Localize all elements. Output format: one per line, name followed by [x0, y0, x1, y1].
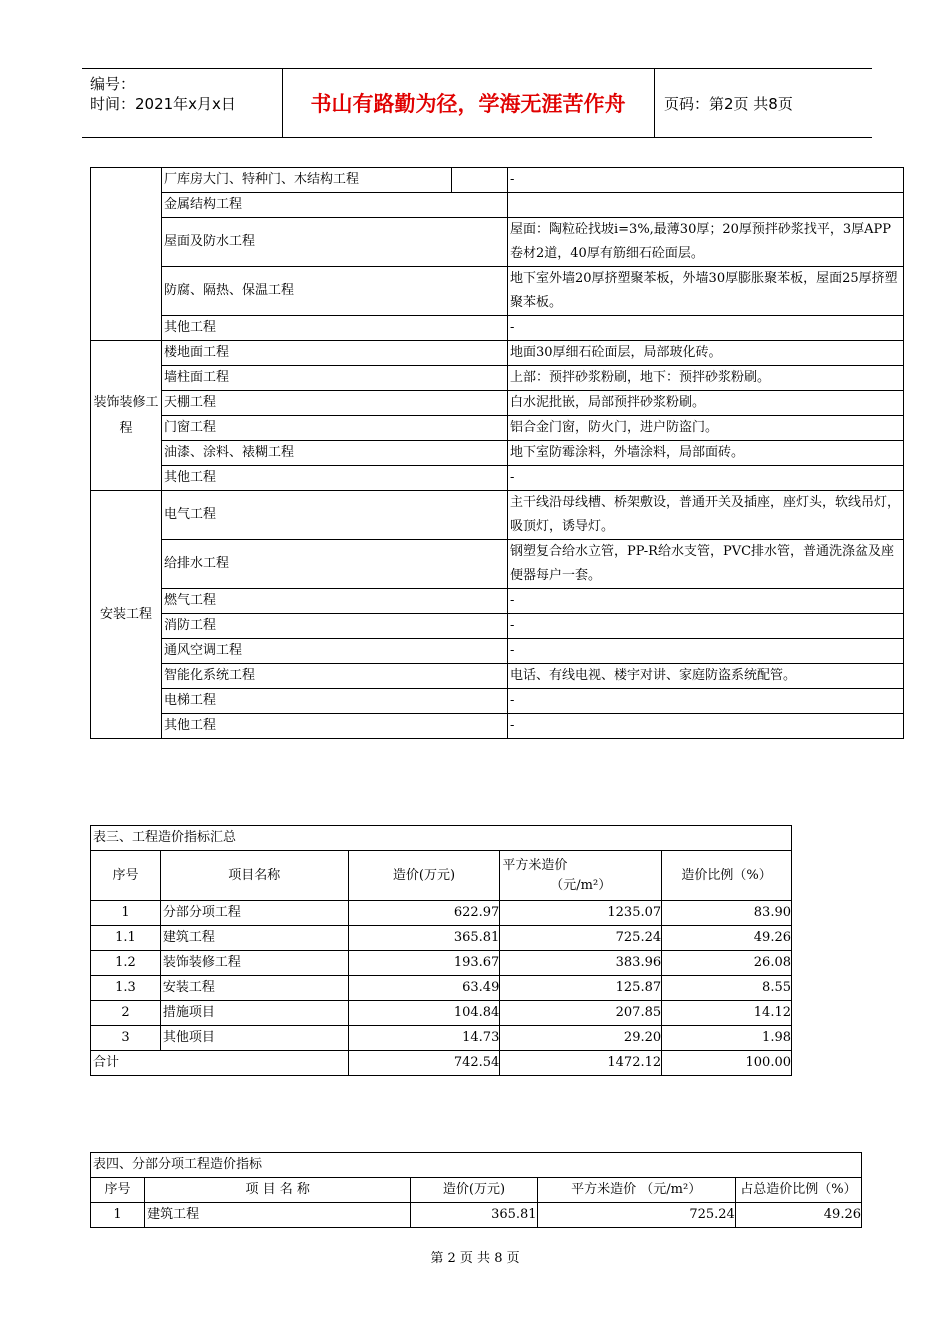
table-row [91, 441, 904, 466]
item-name: 其他工程 [162, 316, 508, 341]
item-name: 金属结构工程 [162, 193, 508, 218]
cell-name: 分部分项工程 [160, 901, 348, 926]
item-name: 电气工程 [162, 491, 508, 540]
item-name: 天棚工程 [162, 391, 508, 416]
table-row [91, 1203, 862, 1228]
table-title: 表三、工程造价指标汇总 [91, 826, 792, 851]
item-desc: 地下室防霉涂料，外墙涂料，局部面砖。 [508, 441, 904, 466]
table-row [91, 639, 904, 664]
cell-ratio: 49.26 [735, 1203, 861, 1228]
page-footer: 第 2 页 共 8 页 [430, 1251, 520, 1266]
cell-cost: 63.49 [348, 976, 500, 1001]
table-row [91, 614, 904, 639]
cell-no: 2 [91, 1001, 161, 1026]
item-name: 通风空调工程 [162, 639, 508, 664]
cell-no: 3 [91, 1026, 161, 1051]
item-desc: - [508, 689, 904, 714]
table-row [91, 901, 792, 926]
cell-sqm: 725.24 [537, 1203, 735, 1228]
cell-cost: 365.81 [348, 926, 500, 951]
sub-item-cost-table [90, 1152, 862, 1228]
table-row [91, 366, 904, 391]
item-name: 给排水工程 [162, 540, 508, 589]
table-row [91, 664, 904, 689]
header-cost: 造价(万元) [348, 851, 500, 901]
item-name: 消防工程 [162, 614, 508, 639]
item-desc: 钢塑复合给水立管，PP-R给水支管，PVC排水管，普通洗涤盆及座便器每户一套。 [508, 540, 904, 589]
item-name: 油漆、涂料、裱糊工程 [162, 441, 508, 466]
header-cost: 造价(万元) [411, 1178, 537, 1203]
cell-no: 1 [91, 901, 161, 926]
cell-name: 装饰装修工程 [160, 951, 348, 976]
cell-sqm: 207.85 [500, 1001, 662, 1026]
table-row [91, 1026, 792, 1051]
cell-name: 建筑工程 [145, 1203, 411, 1228]
cell-ratio: 8.55 [662, 976, 792, 1001]
table-row [91, 976, 792, 1001]
item-name: 智能化系统工程 [162, 664, 508, 689]
cost-summary-table [90, 825, 792, 1076]
cell-ratio: 1.98 [662, 1026, 792, 1051]
item-desc: 屋面：陶粒砼找坡i=3%,最薄30厚；20厚预拌砂浆找平，3厚APP卷材2道，40厚有筋细石砼面层。 [508, 218, 904, 267]
total-cost: 742.54 [348, 1051, 500, 1076]
item-name: 楼地面工程 [162, 341, 508, 366]
header-sqm: 平方米造价 （元/m²） [537, 1178, 735, 1203]
table-row [91, 589, 904, 614]
cell-cost: 193.67 [348, 951, 500, 976]
header-no: 序号 [91, 1178, 145, 1203]
table-header-row [91, 851, 792, 901]
item-name: 燃气工程 [162, 589, 508, 614]
table-row [91, 466, 904, 491]
item-desc: 白水泥批嵌，局部预拌砂浆粉刷。 [508, 391, 904, 416]
table-row [91, 926, 792, 951]
item-name: 墙柱面工程 [162, 366, 508, 391]
cell-ratio: 14.12 [662, 1001, 792, 1026]
cell-cost: 622.97 [348, 901, 500, 926]
item-name: 电梯工程 [162, 689, 508, 714]
table-row [91, 689, 904, 714]
code-label: 编号： [90, 75, 136, 93]
table-row [91, 168, 904, 193]
item-desc: 主干线沿母线槽、桥架敷设，普通开关及插座，座灯头，软线吊灯，吸顶灯，诱导灯。 [508, 491, 904, 540]
cell-sqm: 125.87 [500, 976, 662, 1001]
motto: 书山有路勤为径，学海无涯苦作舟 [282, 69, 655, 137]
spacer-cell [452, 168, 508, 193]
table-total-row [91, 1051, 792, 1076]
cell-sqm: 1235.07 [500, 901, 662, 926]
table-row [91, 540, 904, 589]
cell-sqm: 29.20 [500, 1026, 662, 1051]
table-row [91, 193, 904, 218]
header-sqm [500, 851, 662, 901]
table-row [91, 491, 904, 540]
item-name: 防腐、隔热、保温工程 [162, 267, 508, 316]
cell-cost: 104.84 [348, 1001, 500, 1026]
header-no: 序号 [91, 851, 161, 901]
item-name: 门窗工程 [162, 416, 508, 441]
item-desc: 电话、有线电视、楼宇对讲、家庭防盗系统配管。 [508, 664, 904, 689]
item-name: 其他工程 [162, 714, 508, 739]
table-row [91, 218, 904, 267]
cell-ratio: 26.08 [662, 951, 792, 976]
cell-name: 措施项目 [160, 1001, 348, 1026]
cell-cost: 14.73 [348, 1026, 500, 1051]
item-desc: - [508, 714, 904, 739]
page-header [82, 68, 872, 138]
header-sqm-unit: （元/m²） [550, 877, 612, 893]
header-ratio: 造价比例（%） [662, 851, 792, 901]
item-desc: - [508, 316, 904, 341]
item-desc: - [508, 168, 904, 193]
table-row [91, 951, 792, 976]
category-cell-decoration: 装饰装修工程 [91, 341, 162, 491]
item-name: 其他工程 [162, 466, 508, 491]
item-desc: - [508, 639, 904, 664]
total-label: 合计 [91, 1051, 349, 1076]
item-desc: - [508, 466, 904, 491]
total-sqm: 1472.12 [500, 1051, 662, 1076]
item-desc: - [508, 589, 904, 614]
page-label: 页码：第2页 共8页 [664, 94, 793, 113]
header-sqm-label: 平方米造价 [502, 857, 568, 873]
item-desc: - [508, 614, 904, 639]
header-name: 项 目 名 称 [145, 1178, 411, 1203]
cell-sqm: 725.24 [500, 926, 662, 951]
engineering-feature-table [90, 167, 904, 739]
table-header-row [91, 1178, 862, 1203]
item-desc: 地面30厚细石砼面层，局部玻化砖。 [508, 341, 904, 366]
cell-no: 1.1 [91, 926, 161, 951]
cell-no: 1.2 [91, 951, 161, 976]
table-row [91, 416, 904, 441]
item-desc: 铝合金门窗，防火门，进户防盗门。 [508, 416, 904, 441]
table-row [91, 714, 904, 739]
table-row [91, 316, 904, 341]
category-cell-building [91, 168, 162, 341]
table-row [91, 267, 904, 316]
header-name: 项目名称 [160, 851, 348, 901]
cell-sqm: 383.96 [500, 951, 662, 976]
table-row [91, 1001, 792, 1026]
time-label: 时间：2021年x月x日 [90, 95, 236, 113]
total-ratio: 100.00 [662, 1051, 792, 1076]
item-name: 厂库房大门、特种门、木结构工程 [162, 168, 452, 193]
cell-name: 其他项目 [160, 1026, 348, 1051]
header-ratio: 占总造价比例（%） [735, 1178, 861, 1203]
cell-no: 1 [91, 1203, 145, 1228]
table-row [91, 341, 904, 366]
category-cell-install: 安装工程 [91, 491, 162, 739]
table-row [91, 391, 904, 416]
item-desc: 地下室外墙20厚挤塑聚苯板，外墙30厚膨胀聚苯板，屋面25厚挤塑聚苯板。 [508, 267, 904, 316]
item-desc [508, 193, 904, 218]
cell-ratio: 49.26 [662, 926, 792, 951]
cell-cost: 365.81 [411, 1203, 537, 1228]
cell-name: 建筑工程 [160, 926, 348, 951]
cell-no: 1.3 [91, 976, 161, 1001]
cell-ratio: 83.90 [662, 901, 792, 926]
item-desc: 上部：预拌砂浆粉刷，地下：预拌砂浆粉刷。 [508, 366, 904, 391]
cell-name: 安装工程 [160, 976, 348, 1001]
table-title: 表四、分部分项工程造价指标 [91, 1153, 862, 1178]
item-name: 屋面及防水工程 [162, 218, 508, 267]
header-meta [82, 69, 283, 137]
